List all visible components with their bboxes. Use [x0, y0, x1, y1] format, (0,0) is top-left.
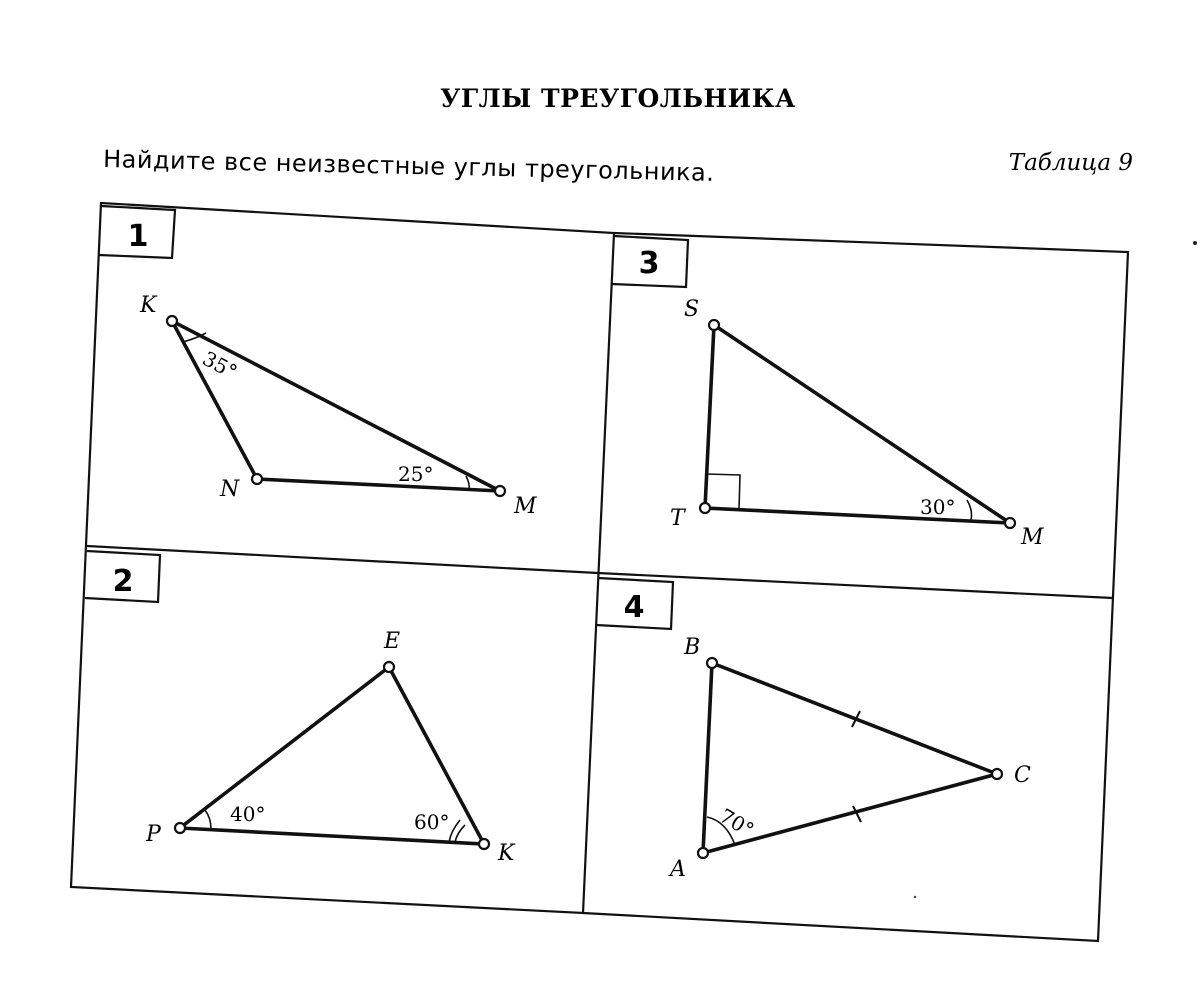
vertex-point-p [175, 823, 185, 833]
vertex-point-n [252, 474, 262, 484]
panel-divider-left [87, 546, 598, 573]
vertex-label-m: M [514, 494, 537, 519]
vertex-point-k [479, 839, 489, 849]
panel-frame-right [583, 233, 1128, 941]
panel-3 [612, 236, 1044, 550]
vertex-label-k: K [140, 293, 157, 318]
triangle-knm [172, 321, 500, 491]
scan-speck [1193, 241, 1197, 245]
vertex-label-t: T [670, 506, 685, 531]
vertex-label-k: K [498, 841, 515, 866]
table-label: Таблица 9 [1008, 150, 1133, 176]
triangle-stm [705, 325, 1010, 523]
angle-arc-m [466, 476, 469, 489]
right-angle-mark [706, 474, 740, 510]
vertex-label-c: C [1014, 763, 1031, 788]
panel-4 [596, 578, 1031, 882]
vertex-point-k [167, 316, 177, 326]
panel-1 [99, 206, 537, 519]
angle-label-a: 70° [715, 803, 759, 843]
vertex-point-t [700, 503, 710, 513]
vertex-label-m: M [1021, 525, 1044, 550]
angle-arc-p [205, 810, 211, 829]
panel-2 [85, 551, 516, 866]
angle-arc-k-outer [449, 820, 460, 842]
vertex-label-n: N [220, 477, 240, 502]
instruction-text: Найдите все неизвестные углы треугольника. [102, 145, 715, 187]
angle-arc-m [967, 500, 972, 520]
vertex-label-p: P [146, 822, 161, 847]
panel-number: 4 [623, 590, 645, 625]
angle-label-m: 30° [920, 495, 956, 519]
panel-divider-right [598, 573, 1113, 598]
vertex-point-e [384, 662, 394, 672]
panel-number: 2 [112, 564, 134, 599]
angle-label-k: 60° [414, 810, 450, 834]
vertex-point-a [698, 848, 708, 858]
page-title: УГЛЫ ТРЕУГОЛЬНИКА [440, 84, 796, 113]
vertex-label-b: B [684, 635, 701, 660]
vertex-label-a: A [670, 857, 686, 882]
angle-arc-k-inner [455, 825, 465, 842]
vertex-point-b [707, 658, 717, 668]
vertex-point-c [992, 769, 1002, 779]
vertex-point-m [495, 486, 505, 496]
vertex-label-s: S [684, 297, 700, 322]
angle-label-p: 40° [230, 802, 266, 826]
angle-label-m: 25° [398, 462, 434, 486]
panel-number: 1 [127, 219, 149, 254]
vertex-label-e: E [384, 629, 401, 654]
panel-number: 3 [638, 246, 660, 281]
angle-label-k: 35° [198, 346, 242, 385]
vertex-point-s [709, 320, 719, 330]
scan-speck [914, 896, 916, 898]
vertex-point-m [1005, 518, 1015, 528]
